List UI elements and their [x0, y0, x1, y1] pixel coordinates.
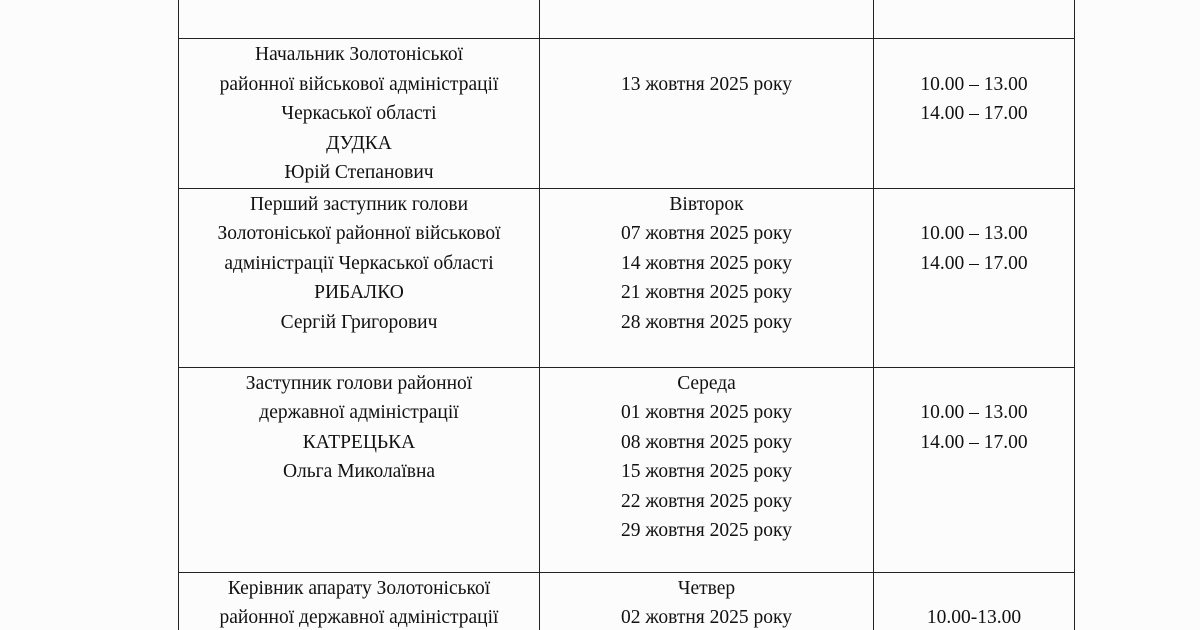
date-line: 07 жовтня 2025 року [621, 223, 792, 244]
header-position [179, 0, 540, 39]
table-header-row [179, 0, 1075, 39]
date-line: 02 жовтня 2025 року [621, 607, 792, 628]
date-line: 21 жовтня 2025 року [621, 282, 792, 303]
table-row [179, 188, 1075, 367]
date-line: 15 жовтня 2025 року [621, 461, 792, 482]
position-line: Керівник апарату Золотоніської [227, 577, 491, 599]
days-cell [540, 188, 874, 367]
official-name: Юрій Степанович [284, 162, 434, 183]
position-line: Черкаської області [281, 103, 437, 124]
weekday-label: Середа [677, 372, 736, 394]
table-row [179, 367, 1075, 572]
official-name: Ольга Миколаївна [282, 461, 436, 482]
hours-spacer [874, 369, 1074, 399]
position-line: Золотоніської районної військової [217, 223, 501, 244]
date-line: 01 жовтня 2025 року [621, 402, 792, 423]
days-cell [540, 39, 874, 189]
hours-line: 10.00 – 13.00 [920, 402, 1028, 423]
hours-spacer [874, 574, 1074, 604]
position-line: Начальник Золотоніської [255, 44, 463, 65]
official-surname: КАТРЕЦЬКА [302, 431, 416, 453]
header-hours [874, 0, 1075, 39]
weekday-label [540, 40, 873, 70]
reception-schedule-table [178, 0, 1075, 630]
official-name: Сергій Григорович [280, 311, 438, 333]
official-surname: РИБАЛКО [314, 282, 404, 303]
position-line: районної державної адміністрації [219, 607, 499, 628]
hours-line: 10.00-13.00 [926, 607, 1022, 628]
position-cell [179, 39, 540, 189]
date-line: 08 жовтня 2025 року [621, 431, 792, 453]
hours-cell [874, 188, 1075, 367]
hours-line: 14.00 – 17.00 [920, 252, 1028, 274]
official-surname: ДУДКА [326, 132, 392, 154]
days-cell [540, 367, 874, 572]
weekday-label: Четвер [677, 577, 736, 599]
position-line: Заступник голови районної [245, 372, 473, 394]
hours-line: 14.00 – 17.00 [920, 103, 1028, 124]
position-line: державної адміністрації [259, 402, 459, 423]
hours-line: 10.00 – 13.00 [920, 223, 1028, 244]
hours-line: 14.00 – 17.00 [920, 431, 1028, 453]
weekday-label: Вівторок [669, 193, 744, 215]
position-cell [179, 188, 540, 367]
hours-cell [874, 572, 1075, 630]
position-line: адміністрації Черкаської області [224, 252, 494, 274]
position-line: районної військової адміністрації [219, 73, 499, 95]
hours-cell [874, 367, 1075, 572]
hours-line: 10.00 – 13.00 [920, 73, 1028, 95]
position-cell [179, 572, 540, 630]
hours-spacer [874, 190, 1074, 220]
date-line: 29 жовтня 2025 року [621, 520, 792, 541]
position-line: Перший заступник голови [249, 193, 469, 215]
position-cell [179, 367, 540, 572]
hours-spacer [874, 40, 1074, 70]
date-line: 14 жовтня 2025 року [621, 252, 792, 274]
date-line: 28 жовтня 2025 року [621, 311, 792, 333]
header-days [540, 0, 874, 39]
hours-cell [874, 39, 1075, 189]
date-line: 22 жовтня 2025 року [621, 490, 792, 512]
date-line: 13 жовтня 2025 року [621, 73, 792, 95]
days-cell [540, 572, 874, 630]
table-row [179, 39, 1075, 189]
table-row [179, 572, 1075, 630]
